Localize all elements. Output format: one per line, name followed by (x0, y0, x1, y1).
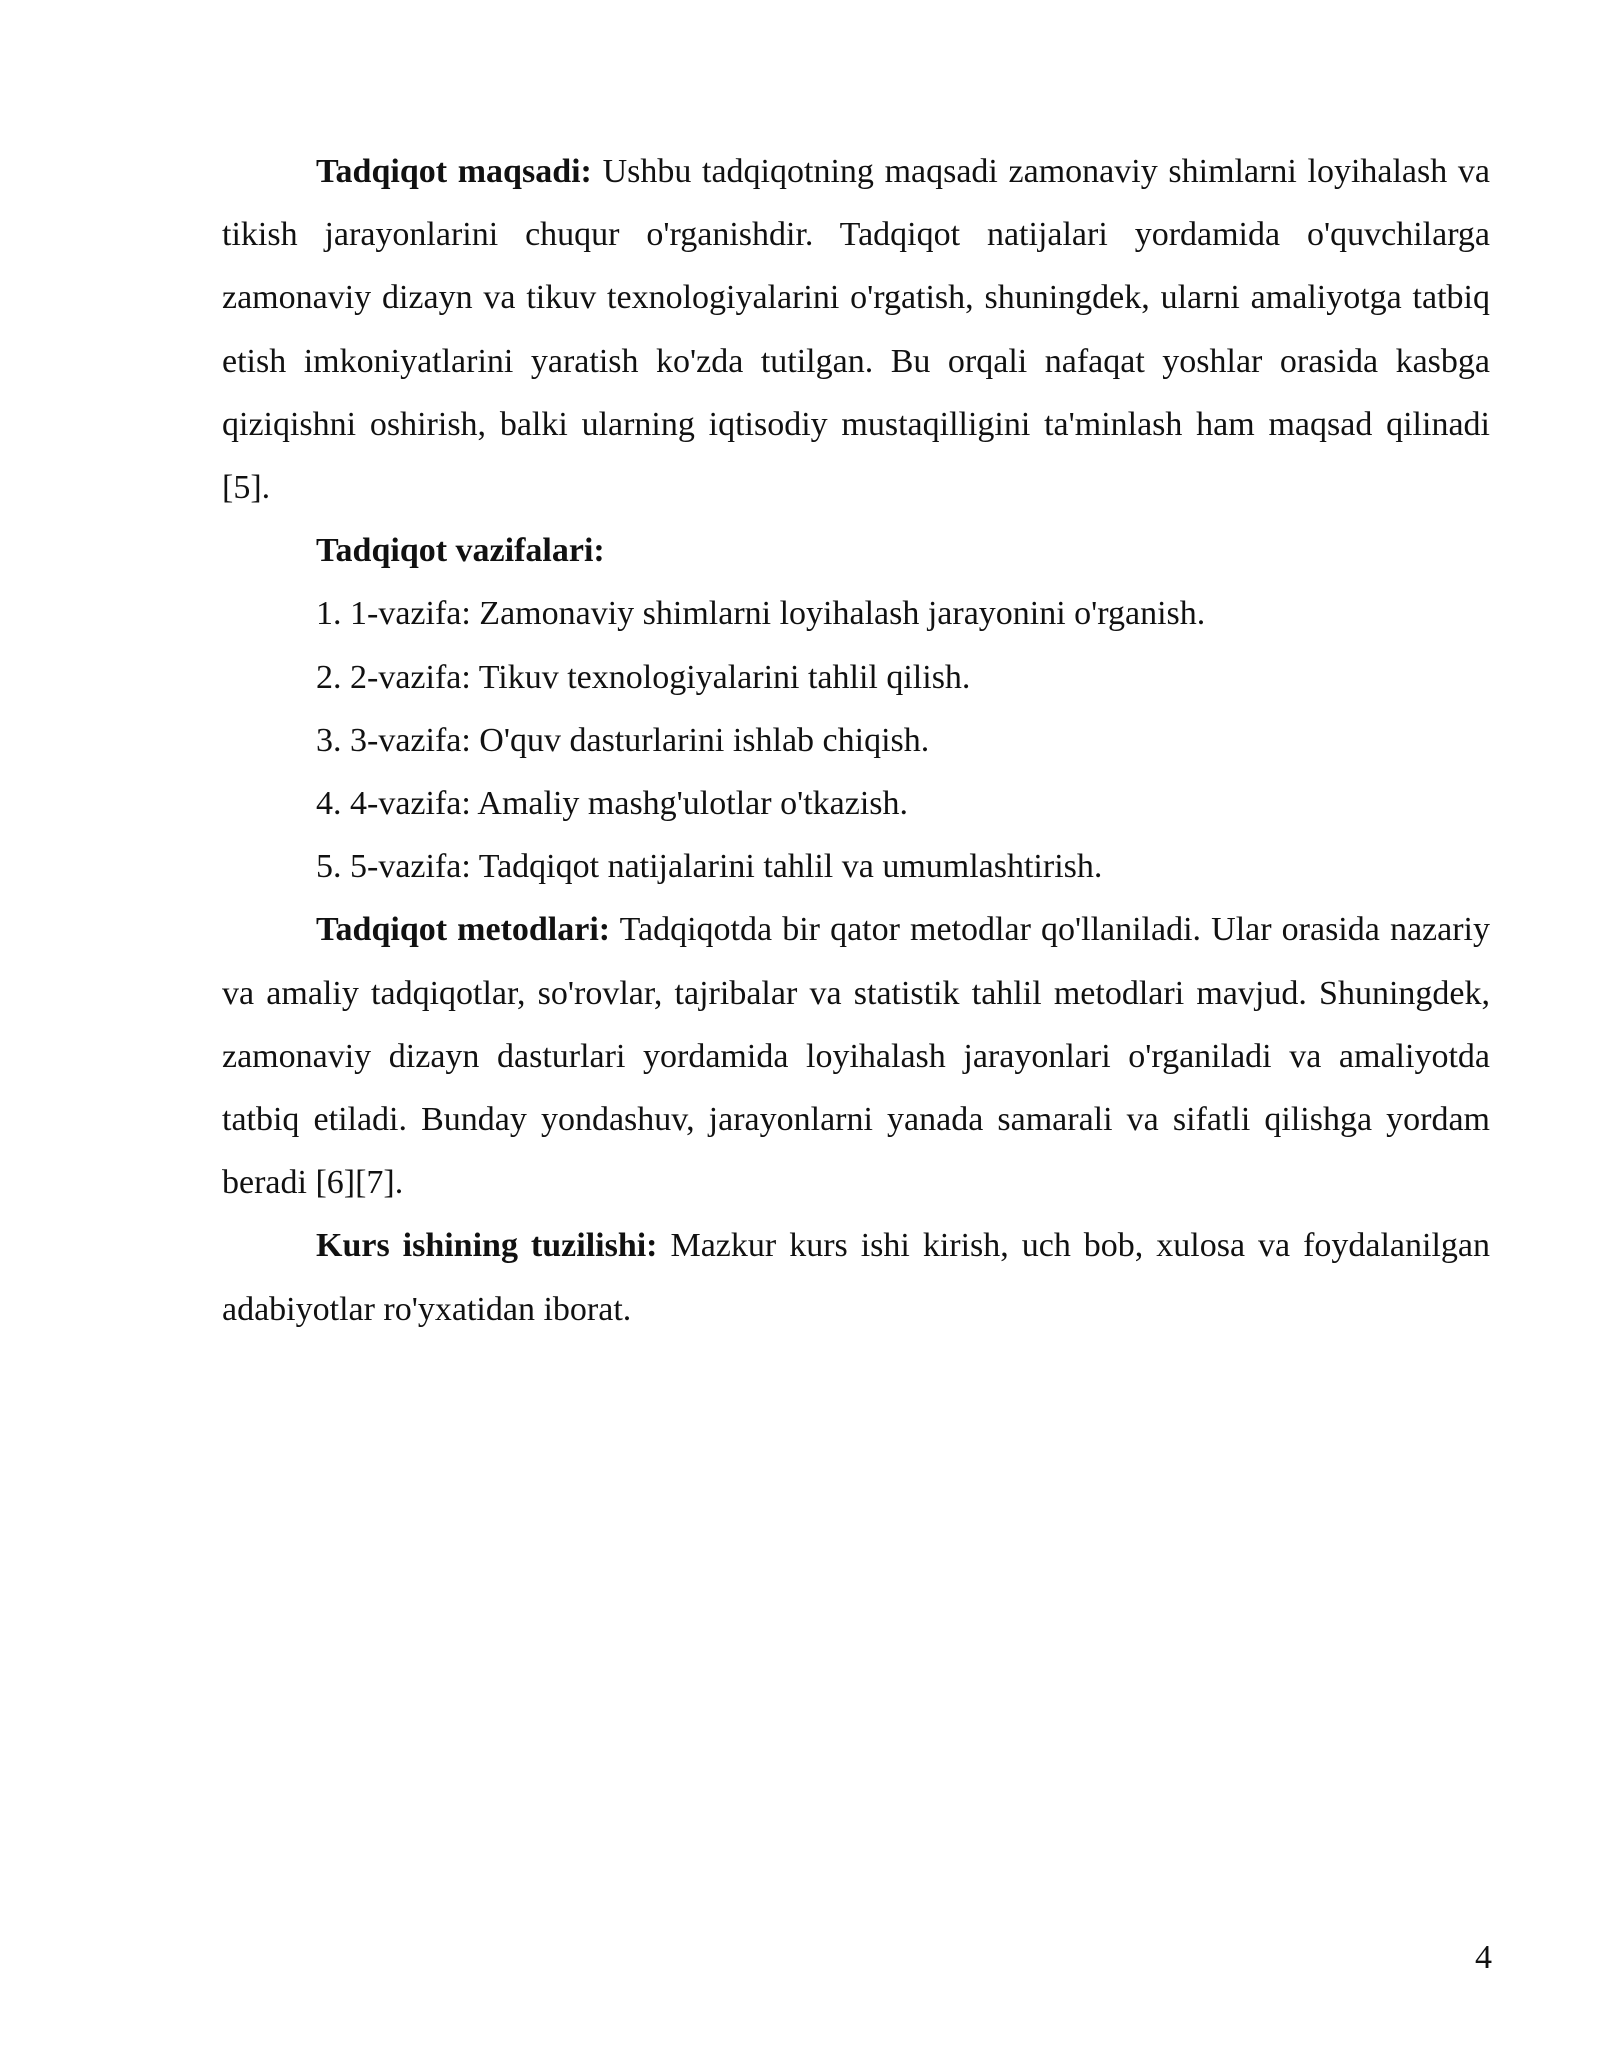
aim-label: Tadqiqot maqsadi: (316, 153, 592, 190)
methods-paragraph (222, 898, 1490, 1214)
task-item: 5. 5-vazifa: Tadqiqot natijalarini tahlil va umumlashtirish. (316, 848, 1103, 886)
task-item: 2. 2-vazifa: Tikuv texnologiyalarini tahlil qilish. (316, 658, 971, 696)
page-body (222, 140, 1490, 1341)
task-item: 3. 3-vazifa: O'quv dasturlarini ishlab chiqish. (316, 721, 930, 759)
methods-text: Tadqiqotda bir qator metodlar qo'llaniladi. Ular orasida nazariy va amaliy tadqiqotlar, so'rovlar, tajribalar va statistik tahlil metodlari mavjud. Shuningdek, zamonaviy dizayn dasturlari yordamida loyihalash jarayonlari o'rganiladi va amaliyotda tatbiq etiladi. Bunday yondashuv, jarayonlarni yanada samarali va sifatli qilishga yordam beradi [6][7]. (222, 911, 1490, 1202)
tasks-heading-label: Tadqiqot vazifalari: (316, 532, 605, 570)
page-number: 4 (1475, 1939, 1492, 1976)
aim-paragraph (222, 140, 1490, 519)
task-item: 4. 4-vazifa: Amaliy mashg'ulotlar o'tkazish. (316, 785, 908, 823)
aim-text: Ushbu tadqiqotning maqsadi zamonaviy shimlarni loyihalash va tikish jarayonlarini chuqur o'rganishdir. Tadqiqot natijalari yordamida o'quvchilarga zamonaviy dizayn va tikuv texnologiyalarini o'rgatish, shuningdek, ularni amaliyotga tatbiq etish imkoniyatlarini yaratish ko'zda tutilgan. Bu orqali nafaqat yoshlar orasida kasbga qiziqishni oshirish, balki ularning iqtisodiy mustaqilligini ta'minlash ham maqsad qilinadi [5]. (222, 153, 1491, 507)
tasks-heading (222, 519, 1490, 582)
structure-text: Mazkur kurs ishi kirish, uch bob, xulosa va foydalanilgan adabiyotlar ro'yxatidan iborat. (222, 1227, 1491, 1328)
structure-label: Kurs ishining tuzilishi: (316, 1227, 658, 1265)
task-item: 1. 1-vazifa: Zamonaviy shimlarni loyihalash jarayonini o'rganish. (316, 595, 1206, 633)
structure-paragraph (222, 1214, 1490, 1340)
methods-label: Tadqiqot metodlari: (316, 911, 611, 949)
